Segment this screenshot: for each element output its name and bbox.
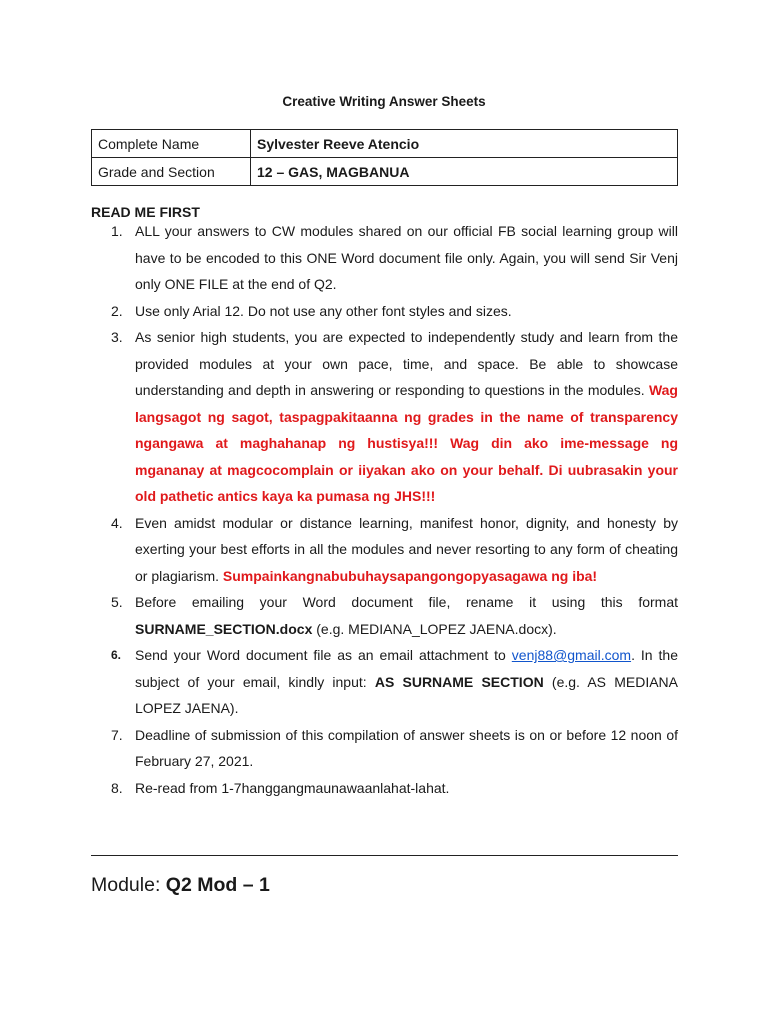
list-item [91, 324, 678, 510]
item-text: ALL your answers to CW modules shared on our official FB social learning group will have to be encoded to this ONE Word document file only. Again, you will send Sir Venj only ONE FILE at the end of Q2. [135, 223, 678, 292]
grade-section-value: 12 – GAS, MAGBANUA [251, 158, 678, 186]
item-number: 2. [111, 302, 123, 319]
item-text: Use only Arial 12. Do not use any other font styles and sizes. [135, 302, 512, 319]
list-item [91, 589, 678, 642]
item-text-after: (e.g. AS MEDIANA LOPEZ JAENA). [135, 673, 678, 716]
email-link[interactable]: venj88@gmail.com [511, 647, 632, 663]
item-text: Deadline of submission of this compilation of answer sheets is on or before 12 noon of February 27, 2021. [135, 726, 678, 769]
item-number: 7. [111, 726, 123, 743]
item-number: 6. [111, 648, 122, 662]
instructions-list [91, 218, 678, 801]
item-number: 8. [111, 779, 123, 796]
item-number: 3. [111, 329, 123, 345]
list-item [91, 642, 678, 722]
item-text-mid: . In the subject of your email, kindly input: [135, 647, 678, 690]
item-text: Send your Word document file as an email attachment to [135, 647, 512, 663]
module-label: Module: [91, 874, 166, 896]
item-text-after: (e.g. MEDIANA_LOPEZ JAENA.docx). [312, 620, 557, 637]
module-value: Q2 Mod – 1 [165, 874, 270, 896]
item-text: Even amidst modular or distance learning, manifest honor, dignity, and honesty by exerting your best efforts in all the modules and never resorting to any form of cheating or plagiarism. [135, 514, 678, 584]
item-text: Re-read from 1-7hanggangmaunawaanlahat-lahat. [135, 779, 450, 796]
divider [91, 855, 678, 856]
table-row [92, 158, 678, 186]
item-number: 5. [111, 594, 123, 610]
list-item [91, 218, 678, 298]
complete-name-label: Complete Name [92, 130, 251, 158]
list-item [91, 298, 678, 325]
list-item [91, 510, 678, 590]
filename-format: SURNAME_SECTION.docx [135, 620, 313, 637]
table-row [92, 130, 678, 158]
item-number: 4. [111, 514, 123, 531]
subject-format: AS SURNAME SECTION [374, 673, 544, 690]
item-red-warning: Sumpainkangnabubuhaysapangongopyasagawa ng iba! [222, 567, 598, 584]
grade-section-label: Grade and Section [92, 158, 251, 186]
item-text: As senior high students, you are expected to independently study and learn from the provided modules at your own pace, time, and space. Be able to showcase understanding and depth in answering or responding to questions in the modules. [135, 329, 678, 398]
list-item [91, 775, 678, 802]
document-title: Creative Writing Answer Sheets [282, 94, 486, 109]
student-info-table [91, 129, 678, 186]
list-item [91, 722, 678, 775]
item-number: 1. [111, 223, 123, 239]
item-red-warning: Wag langsagot ng sagot, taspagpakitaanna ng grades in the name of transparency ngangawa at maghahanap ng hustisya!!! Wag din ako ime-message ng mgananay at magcocomplain or iiyakan ako on your behalf. Di uubrasakin your old pathetic antics kaya ka pumasa ng JHS!!! [135, 382, 678, 504]
item-text: Before emailing your Word document file, rename it using this format [135, 594, 678, 610]
module-heading [91, 874, 270, 897]
complete-name-value: Sylvester Reeve Atencio [251, 130, 678, 158]
read-me-heading: READ ME FIRST [91, 204, 200, 220]
